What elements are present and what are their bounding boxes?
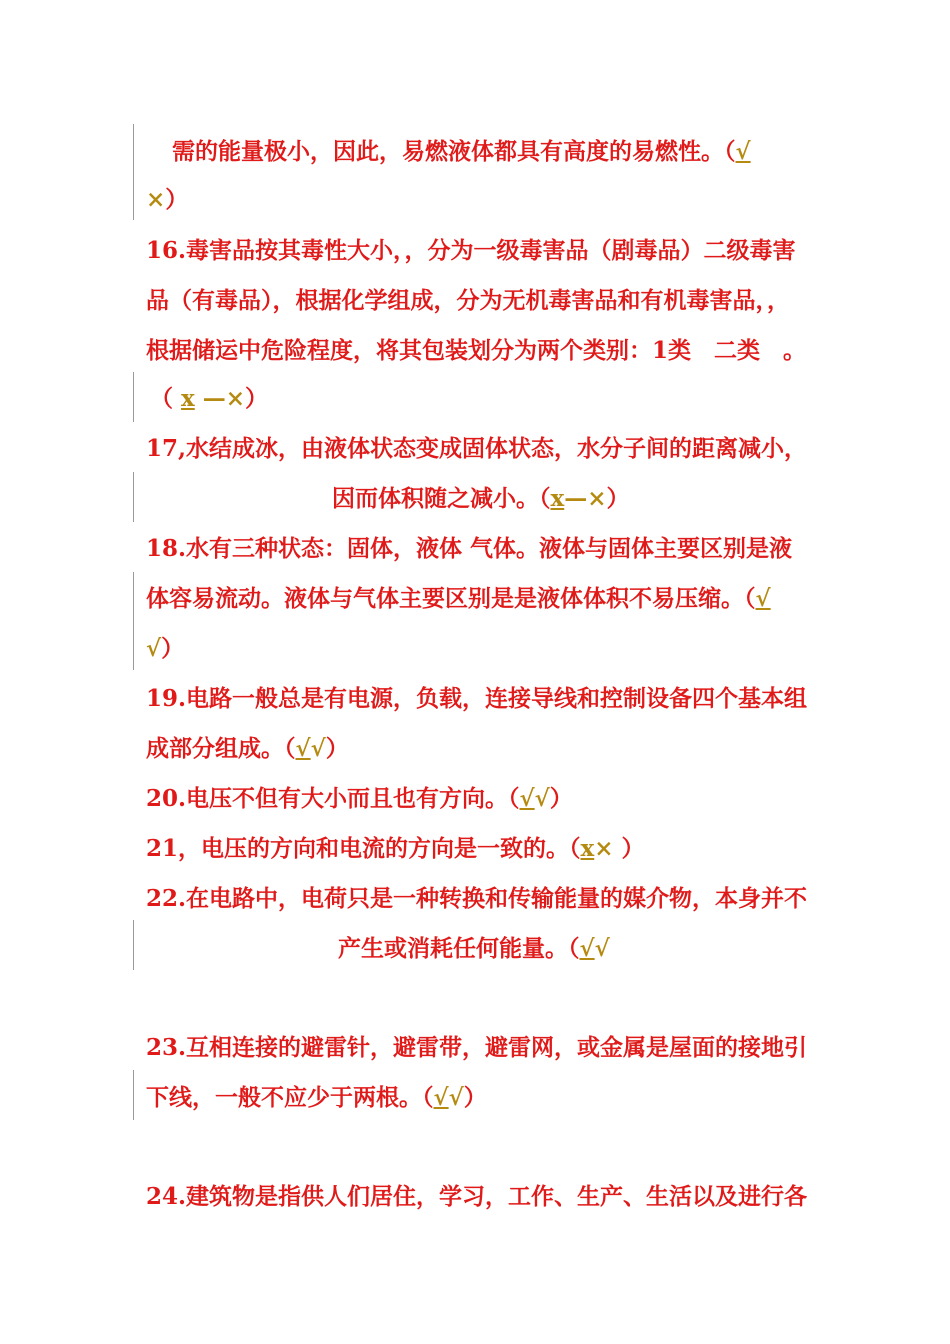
question-text: 需的能量极小，因此，易燃液体都具有高度的易燃性。（ bbox=[172, 138, 736, 165]
question-text: 21，电压的方向和电流的方向是一致的。（ bbox=[146, 835, 581, 862]
question-line bbox=[172, 137, 751, 167]
question-text: 16.毒害品按其毒性大小，，分为一级毒害品（剧毒品）二级毒害 bbox=[146, 237, 796, 264]
answer-mark: √ bbox=[519, 785, 535, 812]
question-line bbox=[146, 286, 790, 316]
correction-mark: —× bbox=[564, 485, 607, 512]
answer-mark: √ bbox=[735, 138, 751, 165]
question-line bbox=[146, 1083, 487, 1113]
correction-mark: √ bbox=[146, 635, 162, 662]
question-text: 成部分组成。（ bbox=[146, 735, 296, 762]
question-line bbox=[146, 684, 807, 714]
question-text: 品（有毒品），根据化学组成，分为无机毒害品和有机毒害品，， bbox=[146, 287, 790, 314]
question-text: 体容易流动。液体与气体主要区别是是液体体积不易压缩。（ bbox=[146, 585, 756, 612]
question-text: 下线，一般不应少于两根。（ bbox=[146, 1084, 434, 1111]
question-line bbox=[146, 584, 771, 614]
correction-mark: √ bbox=[534, 785, 550, 812]
question-text: 产生或消耗任何能量。（ bbox=[338, 935, 580, 962]
correction-mark: √ bbox=[594, 935, 610, 962]
question-line bbox=[146, 884, 807, 914]
close-paren: ） bbox=[463, 1084, 487, 1111]
question-text: 因而体积随之减小。（ bbox=[332, 485, 551, 512]
question-line bbox=[146, 434, 807, 464]
correction-mark: √ bbox=[448, 1084, 464, 1111]
revision-bar bbox=[133, 372, 134, 422]
question-line bbox=[146, 634, 184, 664]
close-paren: ） bbox=[161, 635, 185, 662]
question-text: 根据储运中危险程度，将其包装划分为两个类别：1类 二类 。 bbox=[146, 337, 807, 364]
correction-mark: —× bbox=[202, 385, 246, 412]
question-line bbox=[332, 484, 630, 514]
correction-mark: √ bbox=[310, 735, 326, 762]
question-text: 19.电路一般总是有电源，负载，连接导线和控制设备四个基本组 bbox=[146, 685, 808, 712]
question-line bbox=[338, 934, 610, 964]
question-line bbox=[146, 1033, 807, 1063]
question-line bbox=[146, 784, 573, 814]
revision-bar bbox=[133, 1070, 134, 1120]
close-paren: ） bbox=[606, 485, 630, 512]
answer-mark: x bbox=[181, 385, 195, 412]
question-line bbox=[150, 384, 268, 414]
answer-mark: x bbox=[550, 485, 565, 512]
revision-bar bbox=[133, 572, 134, 670]
question-text: 17,水结成冰，由液体状态变成固体状态，水分子间的距离减小， bbox=[146, 435, 808, 462]
close-paren: ） bbox=[621, 835, 645, 862]
close-paren: ） bbox=[325, 735, 349, 762]
revision-bar bbox=[133, 124, 134, 220]
question-line bbox=[146, 1182, 807, 1212]
open-paren: （ bbox=[150, 385, 173, 412]
question-line bbox=[146, 734, 349, 764]
close-paren: ） bbox=[245, 385, 269, 412]
answer-mark: √ bbox=[579, 935, 595, 962]
close-paren: ） bbox=[549, 785, 573, 812]
question-line bbox=[146, 834, 645, 864]
answer-mark: √ bbox=[755, 585, 771, 612]
revision-bar bbox=[133, 472, 134, 522]
answer-mark: x bbox=[580, 835, 595, 862]
question-text: 22.在电路中，电荷只是一种转换和传输能量的媒介物，本身并不 bbox=[146, 885, 808, 912]
question-line bbox=[146, 185, 188, 215]
answer-mark: √ bbox=[433, 1084, 449, 1111]
question-text: 24.建筑物是指供人们居住，学习，工作、生产、生活以及进行各 bbox=[146, 1183, 808, 1210]
question-line bbox=[146, 336, 806, 366]
answer-mark: √ bbox=[295, 735, 311, 762]
correction-mark: × bbox=[594, 835, 614, 862]
question-text: 18.水有三种状态：固体，液体 气体。液体与固体主要区别是液 bbox=[146, 535, 793, 562]
question-text: 20.电压不但有大小而且也有方向。（ bbox=[146, 785, 520, 812]
question-line bbox=[146, 236, 796, 266]
close-paren: ） bbox=[165, 186, 189, 213]
question-text: 23.互相连接的避雷针，避雷带，避雷网，或金属是屋面的接地引 bbox=[146, 1034, 808, 1061]
question-line bbox=[146, 534, 792, 564]
revision-bar bbox=[133, 920, 134, 970]
correction-mark: × bbox=[146, 186, 166, 213]
